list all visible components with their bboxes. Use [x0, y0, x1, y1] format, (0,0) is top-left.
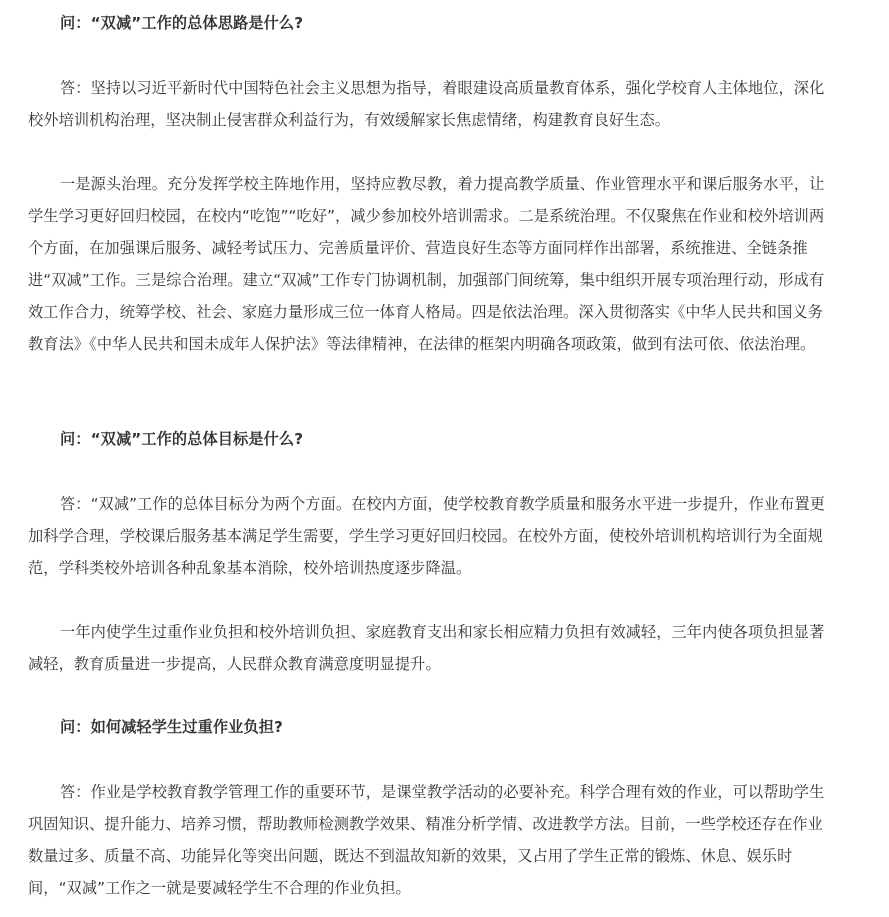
body-paragraph-1: 一是源头治理。充分发挥学校主阵地作用，坚持应教尽教，着力提高教学质量、作业管理水平和课后服务水平，让学生学习更好回归校园，在校内“吃饱”“吃好”，减少参加校外培训需求。二是系统治理。不仅聚焦在作业和校外培训两个方面，在加强课后服务、减轻考试压力、完善质量评价、营造良好生态等方面同样作出部署，系统推进、全链条推进“双减”工作。三是综合治理。建立“双减”工作专门协调机制，加强部门间统筹，集中组织开展专项治理行动，形成有效工作合力，统筹学校、社会、家庭力量形成三位一体育人格局。四是依法治理。深入贯彻落实《中华人民共和国义务教育法》《中华人民共和国未成年人保护法》等法律精神，在法律的框架内明确各项政策，做到有法可依、依法治理。: [28, 175, 825, 353]
answer-paragraph-1: 答：坚持以习近平新时代中国特色社会主义思想为指导，着眼建设高质量教育体系，强化学校育人主体地位，深化校外培训机构治理，坚决制止侵害群众利益行为，有效缓解家长焦虑情绪，构建教育良好生态。: [28, 79, 825, 129]
question-heading-2: 问：“双减”工作的总体目标是什么?: [60, 430, 304, 448]
question-heading-3: 问：如何减轻学生过重作业负担?: [60, 718, 283, 736]
question-heading-1: 问：“双减”工作的总体思路是什么?: [60, 14, 304, 32]
answer-paragraph-2: 答：“双减”工作的总体目标分为两个方面。在校内方面，使学校教育教学质量和服务水平进一步提升，作业布置更加科学合理，学校课后服务基本满足学生需要，学生学习更好回归校园。在校外方面，使校外培训机构培训行为全面规范，学科类校外培训各种乱象基本消除，校外培训热度逐步降温。: [28, 495, 826, 577]
body-paragraph-2: 一年内使学生过重作业负担和校外培训负担、家庭教育支出和家长相应精力负担有效减轻，三年内使各项负担显著减轻，教育质量进一步提高，人民群众教育满意度明显提升。: [28, 623, 825, 673]
answer-paragraph-3: 答：作业是学校教育教学管理工作的重要环节，是课堂教学活动的必要补充。科学合理有效的作业，可以帮助学生巩固知识、提升能力、培养习惯，帮助教师检测教学效果、精准分析学情、改进教学方法。目前，一些学校还存在作业数量过多、质量不高、功能异化等突出问题，既达不到温故知新的效果，又占用了学生正常的锻炼、休息、娱乐时间，“双减”工作之一就是要减轻学生不合理的作业负担。: [28, 783, 825, 897]
